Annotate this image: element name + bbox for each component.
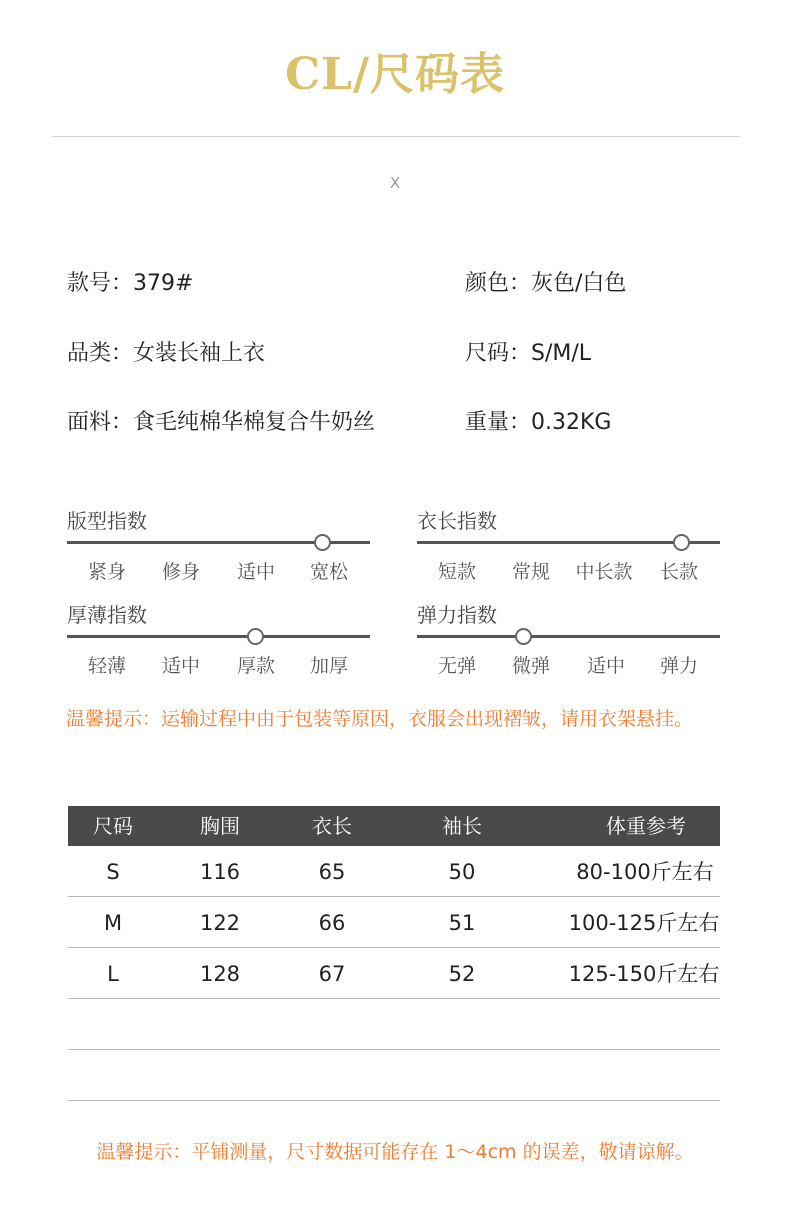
table-row-empty [68,1050,720,1101]
table-cell: 66 [318,911,346,935]
size-info: 尺码：S/M/L [465,341,592,366]
gauge-track [417,635,720,638]
table-cell: 100-125斤左右 [568,911,720,935]
color-info: 颜色：灰色/白色 [465,271,627,296]
gauge-label: 微弹 [511,655,551,677]
table-cell: 80-100斤左右 [576,860,714,884]
gauge-label: 宽松 [309,561,349,583]
gauge-label: 短款 [437,561,477,583]
measurement-tip: 温馨提示：平铺测量，尺寸数据可能存在 1～4cm 的误差，敬请谅解。 [96,1141,694,1163]
gauge-knob [314,534,331,551]
table-row [68,948,720,999]
table-cell: 51 [448,911,476,935]
gauge-label: 常规 [511,561,551,583]
gauge-title: 厚薄指数 [67,603,147,627]
page-title: CL/尺码表 [284,49,506,100]
fabric-info: 面料：食毛纯棉华棉复合牛奶丝 [67,410,376,435]
shipping-tip: 温馨提示：运输过程中由于包装等原因，衣服会出现褶皱，请用衣架悬挂。 [66,708,694,730]
gauge-label: 加厚 [309,655,349,677]
gauge-label: 厚款 [236,655,276,677]
header-cell: 袖长 [442,814,482,838]
gauge-label: 中长款 [575,561,633,583]
table-cell: M [103,911,123,935]
gauge-title: 弹力指数 [417,603,497,627]
category-info: 品类：女装长袖上衣 [67,341,266,366]
table-cell: L [107,962,119,986]
weight-info: 重量：0.32KG [465,410,612,435]
header-cell: 尺码 [93,814,133,838]
gauge-knob [515,628,532,645]
gauge-knob [247,628,264,645]
title-divider [52,136,740,137]
table-cell: 128 [199,962,241,986]
gauge-label: 轻薄 [87,655,127,677]
gauge-label: 紧身 [87,561,127,583]
table-cell: 52 [448,962,476,986]
table-row-empty [68,999,720,1050]
table-cell: 125-150斤左右 [568,962,720,986]
table-row [68,897,720,948]
table-cell: 50 [448,860,476,884]
table-cell: 65 [318,860,346,884]
gauge-label: 适中 [161,655,201,677]
header-cell: 胸围 [200,814,240,838]
gauge-label: 适中 [586,655,626,677]
gauge-track [67,635,370,638]
header-cell: 体重参考 [606,814,686,838]
gauge-title: 衣长指数 [417,509,497,533]
size-table [68,806,720,1101]
gauge-label: 长款 [659,561,699,583]
table-row [68,846,720,897]
header-cell: 衣长 [312,814,352,838]
table-cell: 122 [199,911,241,935]
gauge-title: 版型指数 [67,509,147,533]
close-icon[interactable]: X [389,174,401,192]
table-header [68,806,720,846]
gauge-label: 修身 [161,561,201,583]
gauge-knob [673,534,690,551]
style-number: 款号：379# [67,271,194,296]
table-cell: 116 [199,860,241,884]
gauge-label: 弹力 [659,655,699,677]
table-cell: S [106,860,120,884]
table-cell: 67 [318,962,346,986]
gauge-label: 适中 [236,561,276,583]
gauge-label: 无弹 [437,655,477,677]
